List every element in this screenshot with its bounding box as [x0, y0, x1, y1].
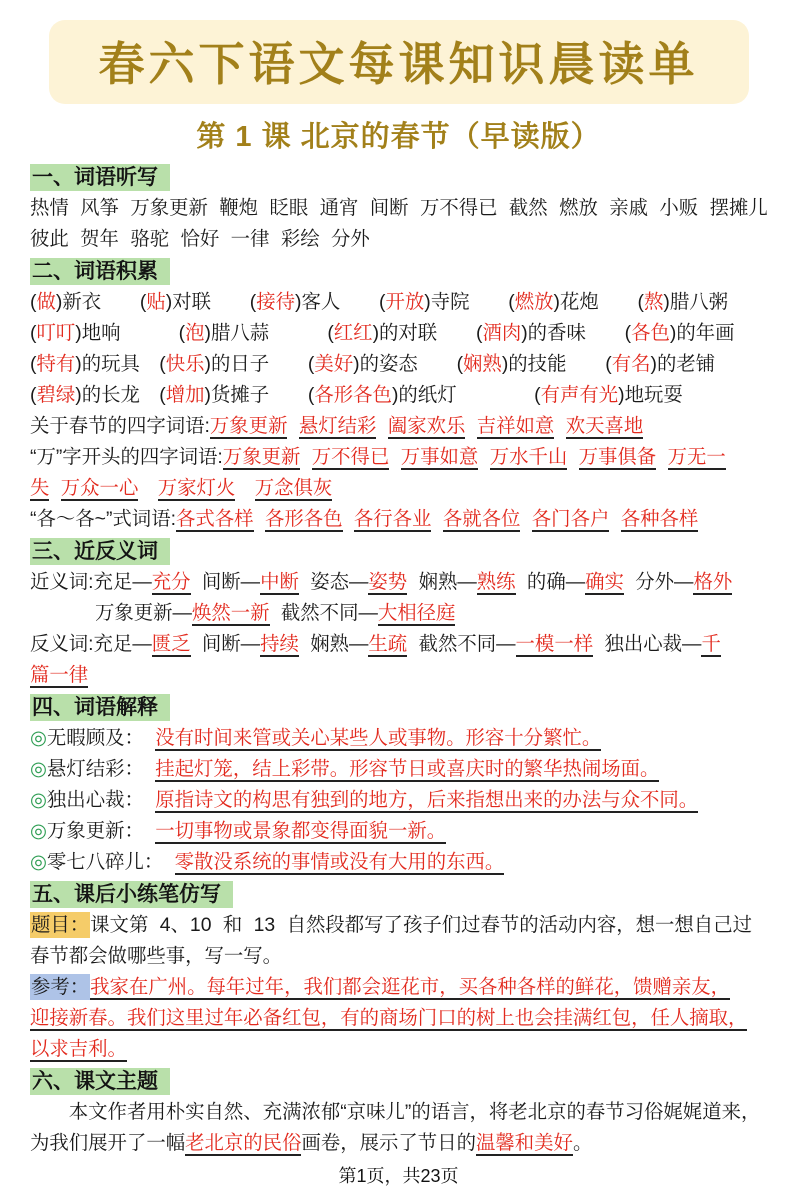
text-segment [300, 446, 311, 468]
text-segment: 间断— [190, 571, 261, 593]
text-segment: 反义词:充足— [30, 633, 152, 655]
text-segment: 焕然一新 [191, 602, 270, 624]
text-line [30, 910, 767, 941]
text-segment: 做 [36, 291, 56, 313]
text-line [30, 1128, 767, 1159]
text-segment: )的年画 [669, 322, 735, 344]
text-line [30, 816, 767, 847]
section-words-accumulation [30, 255, 767, 535]
text-segment: 篇一律 [30, 664, 89, 686]
text-segment: 各色 [631, 322, 670, 344]
text-segment: 各行各业 [353, 508, 432, 530]
text-segment: 充分 [151, 571, 191, 593]
text-line [30, 598, 767, 629]
bullet-ring-icon: ◎ [30, 789, 47, 811]
text-segment: 独出心裁： [46, 789, 156, 811]
page-footer: 第1页，共23页 [338, 1166, 459, 1186]
text-segment: )的老铺 [650, 353, 716, 375]
section-word-definitions [30, 691, 767, 878]
text-line [30, 473, 767, 504]
text-segment: 春节都会做哪些事，写一写。 [30, 945, 283, 967]
text-segment: 的确— [515, 571, 586, 593]
text-segment: 各形各色 [264, 508, 343, 530]
text-segment: 接待 [256, 291, 295, 313]
text-segment: 一模一样 [515, 633, 594, 655]
text-segment: 泡 [185, 322, 205, 344]
section-text-theme [30, 1065, 767, 1159]
section-practice-writing [30, 878, 767, 1065]
text-line [30, 287, 767, 318]
text-segment: 增加 [165, 384, 205, 406]
text-segment: 万众一心 [60, 477, 139, 499]
text-segment: 独出心裁— [593, 633, 702, 655]
page-title: 春六下语文每课知识晨读单 [98, 38, 699, 90]
text-segment: 原指诗文的构思有独到的地方，后来指想出来的办法与众不同。 [155, 789, 699, 811]
text-segment: 悬灯结彩： [46, 758, 156, 780]
text-segment: 万事如意 [400, 446, 479, 468]
text-segment: 。 [572, 1132, 593, 1154]
text-segment: 分外— [623, 571, 694, 593]
section-heading: 六、课文主题 [30, 1068, 170, 1095]
section-words-dictation [30, 161, 767, 255]
text-segment: 一切事物或景象都变得面貌一新。 [155, 820, 447, 842]
text-segment [235, 477, 254, 499]
text-segment: 课文第 4、10 和 13 自然段都写了孩子们过春节的活动内容，想一想自己过 [90, 914, 752, 936]
text-segment: 熬 [644, 291, 664, 313]
text-segment: ( [30, 384, 37, 406]
text-segment [389, 446, 400, 468]
text-segment [376, 415, 387, 437]
text-segment: 各形各色 [314, 384, 392, 406]
text-line [30, 660, 767, 691]
text-segment: 格外 [693, 571, 733, 593]
section-heading: 四、词语解释 [30, 694, 170, 721]
text-segment: 没有时间来管或关心某些人或事物。形容十分繁忙。 [155, 727, 602, 749]
bullet-ring-icon: ◎ [30, 851, 47, 873]
text-segment: 我家在广州。每年过年，我们都会逛花市，买各种各样的鲜花，馈赠亲友， [90, 976, 731, 998]
text-segment: 各就各位 [442, 508, 521, 530]
text-line [30, 193, 767, 224]
text-line [30, 847, 767, 878]
text-segment: “万”字开头的四字词语: [30, 446, 223, 468]
text-line [30, 349, 767, 380]
text-segment: 万无一 [667, 446, 726, 468]
text-segment: )地响 ( [75, 322, 186, 344]
text-segment: 万念俱灰 [254, 477, 333, 499]
text-segment: 酒肉 [482, 322, 522, 344]
text-segment: 万不得已 [311, 446, 390, 468]
text-segment: )的日子 ( [204, 353, 315, 375]
text-segment: 万象更新 [209, 415, 288, 437]
text-segment: )的姿态 ( [353, 353, 464, 375]
text-segment: 确实 [585, 571, 624, 593]
text-segment: 间断— [190, 633, 261, 655]
text-line [30, 380, 767, 411]
text-segment: 万象更新： [46, 820, 156, 842]
text-segment: 娴熟— [407, 571, 477, 593]
text-segment: 开放 [385, 291, 425, 313]
text-segment: )腊八蒜 ( [204, 322, 334, 344]
section-heading: 三、近反义词 [30, 538, 170, 565]
text-segment: “各～各~”式词语: [30, 508, 176, 530]
text-segment: 截然不同— [269, 602, 378, 624]
text-segment: 截然不同— [407, 633, 516, 655]
text-segment: )地玩耍 [618, 384, 683, 406]
text-segment: 题目： [31, 914, 90, 936]
text-segment: 贴 [146, 291, 166, 313]
text-segment: 悬灯结彩 [298, 415, 377, 437]
text-segment: 为我们展开了一幅 [30, 1132, 186, 1154]
text-segment [656, 446, 667, 468]
text-segment: )货摊子 ( [204, 384, 315, 406]
text-segment: 零散没系统的事情或没有大用的东西。 [174, 851, 505, 873]
text-segment: 本文作者用朴实自然、充满浓郁“京味儿”的语言，将老北京的春节习俗娓娓道来， [30, 1101, 761, 1123]
text-segment: )的对联 ( [372, 322, 483, 344]
text-segment: 参考： [31, 976, 90, 998]
text-segment: 姿态— [298, 571, 369, 593]
text-line [30, 504, 767, 535]
text-segment: 各种各样 [620, 508, 699, 530]
text-segment: 吉祥如意 [476, 415, 555, 437]
text-line [30, 972, 767, 1003]
text-segment [567, 446, 578, 468]
text-segment: 娴熟 [463, 353, 502, 375]
text-segment: )的纸灯 ( [391, 384, 541, 406]
text-segment [465, 415, 476, 437]
text-segment [554, 415, 565, 437]
text-segment: 彼此 贺年 骆驼 恰好 一律 彩绘 分外 [30, 228, 370, 250]
text-segment: 娴熟— [298, 633, 369, 655]
text-segment: 阖家欢乐 [387, 415, 466, 437]
text-segment: 熟练 [476, 571, 516, 593]
text-line [30, 785, 767, 816]
text-segment [254, 508, 265, 530]
text-line [30, 941, 767, 972]
text-segment [138, 477, 157, 499]
text-segment: ( [30, 291, 37, 313]
bullet-ring-icon: ◎ [30, 727, 47, 749]
text-segment: 燃放 [514, 291, 554, 313]
text-segment: 万象更新 [222, 446, 301, 468]
bullet-ring-icon: ◎ [30, 820, 47, 842]
text-segment [431, 508, 442, 530]
text-segment [343, 508, 354, 530]
text-segment: 万家灯火 [157, 477, 236, 499]
text-segment: ( [30, 322, 37, 344]
text-segment: )腊八粥 [663, 291, 729, 313]
text-segment: 万事俱备 [578, 446, 657, 468]
text-segment: 无暇顾及： [46, 727, 156, 749]
text-segment: 关于春节的四字词语: [30, 415, 210, 437]
text-segment: )新衣 ( [55, 291, 147, 313]
text-segment [49, 477, 60, 499]
text-segment [520, 508, 531, 530]
text-segment: )的玩具 ( [75, 353, 166, 375]
text-line [30, 442, 767, 473]
text-segment: 近义词:充足— [30, 571, 152, 593]
text-segment [287, 415, 298, 437]
sections-container [30, 161, 767, 1159]
text-segment: )客人 ( [295, 291, 386, 313]
section-heading: 二、词语积累 [30, 258, 170, 285]
text-segment: 热情 风筝 万象更新 鞭炮 眨眼 通宵 间断 万不得已 截然 燃放 亲戚 小贩 摆摊儿 [30, 197, 768, 219]
text-segment: 快乐 [165, 353, 205, 375]
text-segment: 失 [30, 477, 50, 499]
text-segment [478, 446, 489, 468]
text-segment: 各门各户 [531, 508, 610, 530]
section-synonyms-antonyms [30, 535, 767, 691]
text-segment: 生疏 [368, 633, 408, 655]
text-segment: 老北京的民俗 [185, 1132, 302, 1154]
text-segment: 欢天喜地 [565, 415, 644, 437]
text-segment: )的长龙 ( [75, 384, 166, 406]
text-line [30, 411, 767, 442]
text-segment: 万象更新— [95, 602, 192, 624]
text-segment: 持续 [260, 633, 299, 655]
text-segment: 迎接新春。我们这里过年必备红包，有的商场门口的树上也会挂满红包，任人摘取， [30, 1007, 748, 1029]
text-segment: 画卷，展示了节日的 [301, 1132, 476, 1154]
text-segment [609, 508, 620, 530]
text-segment: 特有 [36, 353, 76, 375]
text-segment: ( [30, 353, 37, 375]
section-heading: 一、词语听写 [30, 164, 170, 191]
text-segment: 零七八碎儿： [46, 851, 175, 873]
text-segment: 有名 [611, 353, 651, 375]
text-segment: 温馨和美好 [475, 1132, 573, 1154]
text-segment: 大相径庭 [377, 602, 456, 624]
text-segment: )对联 ( [165, 291, 257, 313]
text-segment: )的技能 ( [501, 353, 612, 375]
text-segment: 红红 [333, 322, 373, 344]
text-line [30, 754, 767, 785]
text-segment: 万水千山 [489, 446, 568, 468]
text-segment: 叮叮 [36, 322, 76, 344]
text-segment: )花炮 ( [553, 291, 645, 313]
text-segment: )寺院 ( [424, 291, 515, 313]
text-line [30, 629, 767, 660]
text-segment: 美好 [314, 353, 354, 375]
text-line [30, 224, 767, 255]
text-line [30, 1034, 767, 1065]
bullet-ring-icon: ◎ [30, 758, 47, 780]
text-line [30, 723, 767, 754]
text-segment: 碧绿 [36, 384, 76, 406]
text-line [30, 318, 767, 349]
text-segment: )的香味 ( [521, 322, 632, 344]
text-line [30, 567, 767, 598]
section-heading: 五、课后小练笔仿写 [30, 881, 233, 908]
text-segment: 各式各样 [175, 508, 254, 530]
title-banner [49, 20, 749, 104]
lesson-subtitle: 第 1 课 北京的春节（早读版） [196, 121, 601, 153]
text-segment: 挂起灯笼，结上彩带。形容节日或喜庆时的繁华热闹场面。 [155, 758, 660, 780]
text-line [30, 1003, 767, 1034]
text-segment: 以求吉利。 [30, 1038, 127, 1060]
text-line [30, 1097, 767, 1128]
text-segment: 姿势 [368, 571, 408, 593]
text-segment: 千 [701, 633, 721, 655]
text-segment: 匮乏 [151, 633, 191, 655]
text-segment: 有声有光 [540, 384, 619, 406]
text-segment: 中断 [260, 571, 299, 593]
